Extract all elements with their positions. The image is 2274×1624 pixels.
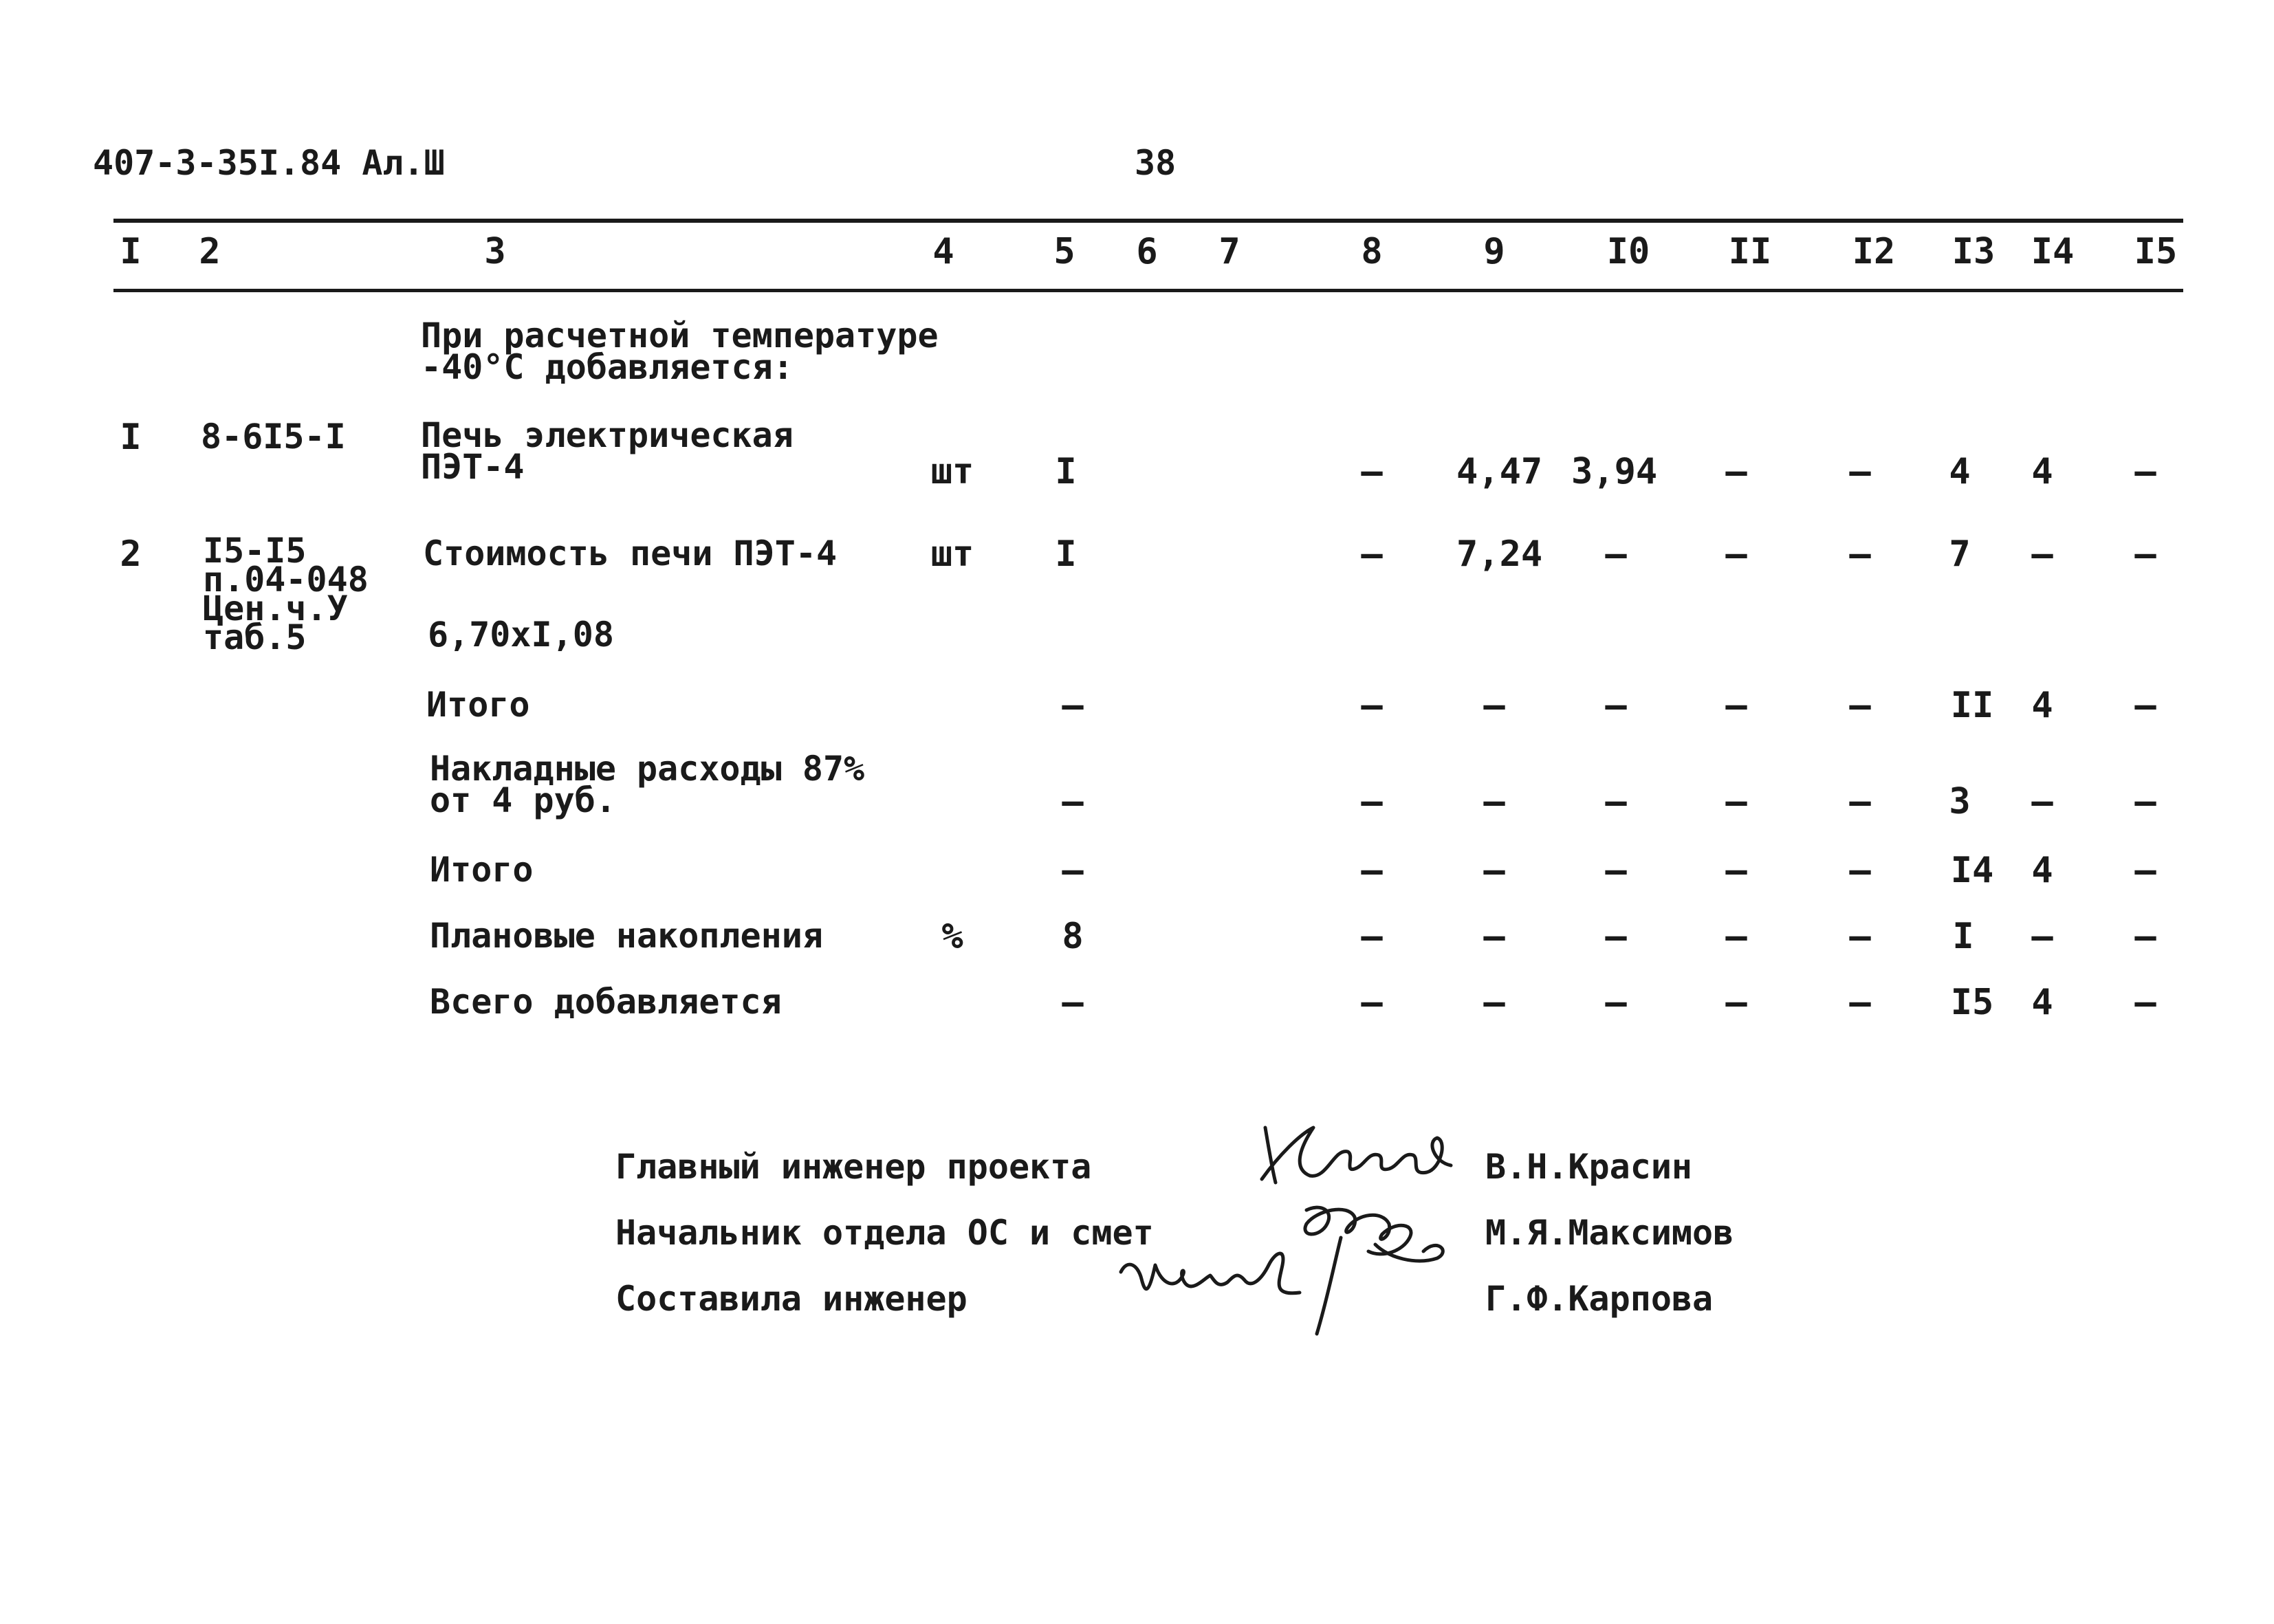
- row-cell: –: [1725, 685, 1747, 726]
- row-number: 2: [120, 534, 142, 575]
- row-unit: шт: [930, 451, 974, 492]
- row-cell: –: [1361, 916, 1383, 957]
- row-cell: –: [1605, 916, 1627, 957]
- row-qty: I: [1055, 451, 1077, 492]
- row-cell: –: [2134, 451, 2156, 492]
- column-number: 5: [1053, 231, 1075, 272]
- column-number: I: [120, 231, 142, 272]
- row-code: 8-6I5-I: [201, 417, 346, 457]
- row-cell: 4: [1949, 451, 1971, 492]
- row-unit: %: [941, 916, 963, 957]
- row-cell: –: [1605, 534, 1627, 575]
- row-cell: –: [1483, 982, 1505, 1023]
- row-qty: –: [1062, 685, 1084, 726]
- row-cell: –: [1605, 781, 1627, 822]
- row-number: I: [120, 417, 142, 458]
- signatory-role: Главный инженер проекта: [615, 1147, 1092, 1187]
- header-bottom-rule: [113, 289, 2183, 292]
- row-cell: –: [1849, 781, 1871, 822]
- row-name: Стоимость печи ПЭТ-4: [423, 534, 838, 573]
- row-cell: –: [1605, 850, 1627, 891]
- row-cell: –: [2134, 982, 2156, 1023]
- row-cell: –: [1483, 685, 1505, 726]
- page-number: 38: [1135, 143, 1177, 183]
- summary-label: Накладные расходы 87% от 4 руб.: [430, 749, 865, 820]
- row-name: Печь электрическая ПЭТ-4: [421, 415, 794, 487]
- column-number: 9: [1483, 231, 1505, 272]
- row-cell: –: [2134, 685, 2156, 726]
- intro-text: При расчетной температуре -40°С добавляется:: [421, 316, 939, 387]
- row-cell: –: [1849, 685, 1871, 726]
- row-cell: –: [1725, 781, 1747, 822]
- row-cell: –: [1483, 781, 1505, 822]
- row-cell: –: [1725, 451, 1747, 492]
- row-cell: –: [2031, 534, 2053, 575]
- row-cell: –: [1361, 451, 1383, 492]
- column-number: 4: [932, 231, 954, 272]
- column-number: II: [1728, 231, 1772, 272]
- row-cell: 4: [2031, 685, 2053, 726]
- row-cell: 4: [2031, 451, 2053, 492]
- handwritten-signature: [1251, 1114, 1458, 1196]
- row-cell: 7,24: [1456, 534, 1543, 575]
- signatory-role: Начальник отдела ОС и смет: [615, 1213, 1154, 1253]
- row-cell: –: [1849, 850, 1871, 891]
- row-qty: 8: [1062, 916, 1084, 957]
- row-cell: –: [1725, 534, 1747, 575]
- row-cell: –: [2031, 916, 2053, 957]
- row-calculation: 6,70хI,08: [428, 615, 614, 655]
- row-cell: –: [1361, 982, 1383, 1023]
- row-cell: 7: [1949, 534, 1971, 575]
- row-qty: –: [1062, 982, 1084, 1023]
- row-cell: –: [1849, 534, 1871, 575]
- column-number: I2: [1852, 231, 1896, 272]
- signatory-name: Г.Ф.Карпова: [1485, 1279, 1714, 1319]
- row-cell: –: [1361, 534, 1383, 575]
- row-cell: –: [1849, 982, 1871, 1023]
- row-cell: –: [1605, 685, 1627, 726]
- column-number: 7: [1218, 231, 1240, 272]
- row-qty: –: [1062, 781, 1084, 822]
- row-cell: 4: [2031, 850, 2053, 891]
- signatory-role: Составила инженер: [615, 1279, 967, 1319]
- row-cell: I5: [1950, 982, 1994, 1023]
- row-cell: –: [1605, 982, 1627, 1023]
- column-number: I0: [1606, 231, 1650, 272]
- row-cell: –: [2134, 916, 2156, 957]
- row-cell: –: [1849, 451, 1871, 492]
- column-number: I5: [2134, 231, 2178, 272]
- column-number: 8: [1361, 231, 1383, 272]
- summary-label: Итого: [430, 850, 534, 890]
- row-qty: I: [1055, 534, 1077, 575]
- header-top-rule: [113, 219, 2183, 223]
- row-cell: 4,47: [1456, 451, 1543, 492]
- row-cell: –: [1725, 916, 1747, 957]
- row-cell: –: [2134, 534, 2156, 575]
- row-cell: 3: [1949, 781, 1971, 822]
- row-cell: –: [2134, 850, 2156, 891]
- document-code: 407-3-35I.84 Ал.Ш: [93, 143, 445, 183]
- row-cell: 4: [2031, 982, 2053, 1023]
- summary-label: Плановые накопления: [430, 916, 823, 956]
- row-cell: –: [1361, 685, 1383, 726]
- column-number: 2: [199, 231, 221, 272]
- row-cell: –: [1483, 916, 1505, 957]
- row-cell: –: [2134, 781, 2156, 822]
- row-cell: –: [2031, 781, 2053, 822]
- summary-label: Всего добавляется: [430, 982, 782, 1022]
- row-cell: –: [1361, 781, 1383, 822]
- row-unit: шт: [930, 534, 974, 575]
- row-qty: –: [1062, 850, 1084, 891]
- handwritten-signature: [1114, 1238, 1320, 1313]
- row-cell: –: [1725, 850, 1747, 891]
- row-cell: –: [1849, 916, 1871, 957]
- signatory-name: В.Н.Красин: [1485, 1147, 1693, 1187]
- signatory-name: М.Я.Максимов: [1485, 1213, 1734, 1253]
- row-cell: 3,94: [1571, 451, 1658, 492]
- row-cell: –: [1361, 850, 1383, 891]
- summary-label: Итого: [426, 685, 530, 725]
- row-cell: –: [1725, 982, 1747, 1023]
- row-cell: I: [1952, 916, 1974, 957]
- column-number: 6: [1136, 231, 1158, 272]
- row-cell: II: [1950, 685, 1994, 726]
- column-number: I3: [1952, 231, 1996, 272]
- column-number: I4: [2031, 231, 2075, 272]
- row-cell: I4: [1950, 850, 1994, 891]
- row-code: I5-I5 п.04-048 Цен.ч.У таб.5: [203, 531, 369, 657]
- row-cell: –: [1483, 850, 1505, 891]
- column-number: 3: [484, 231, 506, 272]
